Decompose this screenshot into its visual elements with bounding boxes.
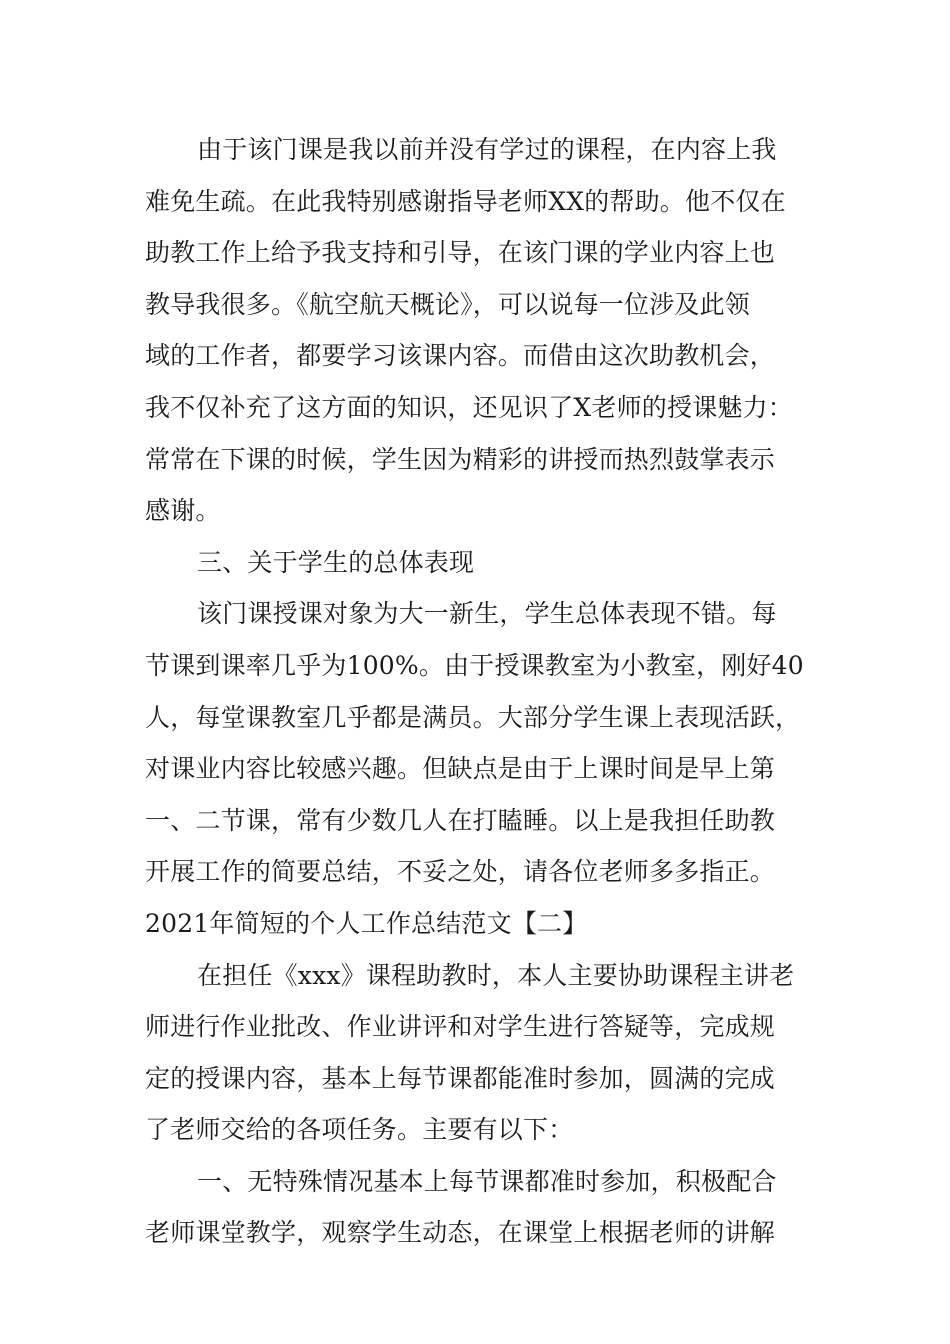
- document-body: [145, 124, 805, 1259]
- paragraph-line: 定的授课内容，基本上每节课都能准时参加，圆满的完成: [145, 1063, 776, 1093]
- paragraph-line: 难免生疏。在此我特别感谢指导老师XX的帮助。他不仅在: [145, 186, 786, 216]
- paragraph-line: 在担任《xxx》课程助教时，本人主要协助课程主讲老: [197, 960, 795, 990]
- paragraph-line: 对课业内容比较感兴趣。但缺点是由于上课时间是早上第: [145, 754, 776, 784]
- paragraph-line: 域的工作者，都要学习该课内容。而借由这次助教机会，: [145, 341, 776, 371]
- paragraph-line: 常常在下课的时候，学生因为精彩的讲授而热烈鼓掌表示: [145, 444, 776, 474]
- paragraph-line: 该门课授课对象为大一新生，学生总体表现不错。每: [197, 599, 777, 629]
- paragraph-line: 由于该门课是我以前并没有学过的课程，在内容上我: [197, 135, 777, 164]
- paragraph-line: 人，每堂课教室几乎都是满员。大部分学生课上表现活跃，: [145, 702, 801, 732]
- paragraph-line: 感谢。: [145, 496, 221, 526]
- paragraph-line: 开展工作的简要总结，不妥之处，请各位老师多多指正。: [145, 857, 776, 887]
- paragraph-line: 了老师交给的各项任务。主要有以下：: [145, 1115, 574, 1145]
- document-title: 2021年简短的个人工作总结范文【二】: [145, 908, 588, 938]
- paragraph-line: 老师课堂教学，观察学生动态，在课堂上根据老师的讲解: [145, 1218, 776, 1248]
- paragraph-line: 我不仅补充了这方面的知识，还见识了X老师的授课魅力：: [145, 392, 794, 422]
- paragraph-line: 节课到课率几乎为100%。由于授课教室为小教室，刚好40: [145, 650, 804, 680]
- section-heading: 三、关于学生的总体表现: [197, 547, 475, 577]
- paragraph-line: 师进行作业批改、作业讲评和对学生进行答疑等，完成规: [145, 1012, 776, 1042]
- paragraph-line: 一、无特殊情况基本上每节课都准时参加，积极配合: [197, 1166, 777, 1196]
- paragraph-line: 一、二节课，常有少数几人在打瞌睡。以上是我担任助教: [145, 805, 776, 835]
- paragraph-line: 助教工作上给予我支持和引导，在该门课的学业内容上也: [145, 238, 776, 268]
- paragraph-line: 教导我很多。《航空航天概论》，可以说每一位涉及此领: [145, 289, 751, 319]
